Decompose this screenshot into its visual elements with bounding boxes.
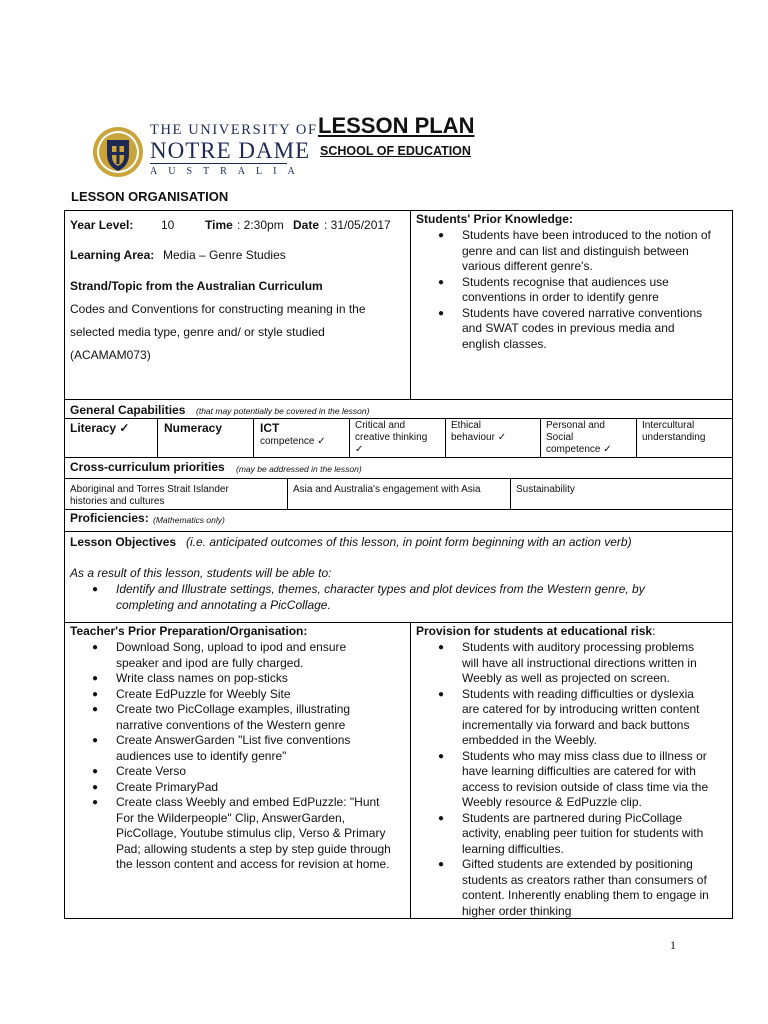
cross-aboriginal-line: histories and cultures [70,496,165,507]
bullet-icon: ● [92,735,99,746]
list-item-line: will have all instructional directions written in [462,655,697,670]
col-divider [540,418,541,458]
list-item-line: Weebly resource & EdPuzzle clip. [462,795,642,809]
capability-ethical-line: behaviour ✓ [451,432,507,443]
list-item [438,274,711,306]
list-item-line: For the Wilderpeople" Clip, AnswerGarden, [116,810,346,825]
list-item-line: incrementally via forward and back buttons [462,717,690,732]
list-item-line: conventions in order to identify genre [462,290,659,304]
bullet-icon: ● [92,704,99,715]
list-item-line: access to revision outside of class time via the [462,779,709,794]
col-divider [287,478,288,509]
col-divider [253,418,254,458]
university-name-line2: NOTRE DAME [150,138,311,163]
bullet-icon: ● [92,584,99,595]
year-level-value: 10 [161,218,175,232]
bullet-icon: ● [438,307,445,319]
list-item-line: are catered for by introducing written content [462,702,700,716]
list-item-line: Pad; allowing students a step by step guide through [116,841,391,856]
list-item [92,779,391,796]
list-item-line: activity, enabling peer tuition for students with [462,826,704,840]
list-item-line: Students with auditory processing problems [462,640,695,654]
capability-ict-sub: competence ✓ [260,436,326,447]
list-item [438,810,709,858]
objectives-heading: Lesson Objectives [70,535,177,549]
col-divider [410,210,411,400]
provision-heading-row [416,624,655,640]
list-item-line: completing and annotating a PicCollage. [116,597,331,612]
list-item-line: Students who may miss class due to illness or [462,748,707,763]
list-item-line: Identify and Illustrate settings, themes, character types and plot devices from the Western genre, by [116,582,645,596]
list-item-line: Create PrimaryPad [116,779,219,794]
row-divider [64,399,733,400]
general-capabilities-heading: General Capabilities [70,403,186,417]
list-item-line: content. Inherently enabling them to engage in [462,888,709,902]
table-border-left [64,210,65,919]
section-heading: LESSON ORGANISATION [71,189,229,204]
cross-curriculum-note: (may be addressed in the lesson) [236,464,362,474]
list-item-line: various different genre's. [462,259,593,273]
strand-line: Codes and Conventions for constructing meaning in the [70,302,366,316]
col-divider [349,418,350,458]
list-item [438,857,709,919]
list-item-line: higher order thinking [462,903,572,918]
list-item-line: students as creators rather than consumers of [462,872,707,887]
list-item [92,582,645,613]
capability-intercultural-line: understanding [642,432,706,443]
capability-critical-line: ✓ [355,444,364,455]
list-item-line: genre and can list and distinguish between [462,243,689,258]
bullet-icon: ● [92,797,99,808]
bullet-icon: ● [92,642,99,653]
time-label: Time [205,218,233,232]
bullet-icon: ● [438,859,445,870]
strand-line: selected media type, genre and/ or style studied [70,325,325,339]
table-border-right [732,210,733,919]
cross-asia: Asia and Australia's engagement with Asia [293,484,481,495]
list-item-line: Create Verso [116,764,187,778]
list-item [438,305,711,353]
proficiencies-note: (Mathematics only) [153,515,225,525]
list-item-line: Write class names on pop-sticks [116,671,288,685]
row-divider [64,457,733,458]
list-item-line: Create AnswerGarden "List five conventions [116,733,351,747]
general-capabilities-note: (that may potentially be covered in the lesson) [196,406,370,416]
learning-area-value: Media – Genre Studies [163,248,286,262]
objectives-note: (i.e. anticipated outcomes of this lesson, in point form beginning with an action verb) [186,535,632,549]
list-item [92,640,391,671]
provision-list [438,640,709,919]
capability-ict: ICT [260,421,280,435]
list-item [438,640,709,687]
strand-label: Strand/Topic from the Australian Curriculum [70,279,323,293]
list-item [92,764,391,780]
provision-heading-colon: : [652,624,656,638]
capability-critical-line: creative thinking [355,432,428,443]
cross-aboriginal-line: Aboriginal and Torres Strait Islander [70,484,229,495]
bullet-icon: ● [438,230,445,241]
list-item-line: learning difficulties. [462,841,564,856]
learning-area-label: Learning Area: [70,248,155,262]
list-item-line: Students have been introduced to the notion of [462,228,711,242]
list-item [92,702,391,733]
capability-personal-line: competence ✓ [546,444,612,455]
page-subtitle: SCHOOL OF EDUCATION [320,144,471,158]
bullet-icon: ● [438,276,445,288]
page-title: LESSON PLAN [318,113,475,138]
list-item [438,748,709,811]
bullet-icon: ● [438,812,445,824]
col-divider [157,418,158,458]
list-item-line: Students with reading difficulties or dyslexia [462,686,694,701]
table-border-top [64,210,733,211]
row-divider [64,622,733,623]
date-value: : 31/05/2017 [324,218,391,232]
list-item [438,686,709,749]
cross-sustainability: Sustainability [516,484,575,495]
prior-knowledge-list [438,228,711,352]
bullet-icon: ● [438,642,445,653]
bullet-icon: ● [92,766,99,777]
list-item-line: embedded in the Weebly. [462,733,597,747]
bullet-icon: ● [438,750,445,762]
year-level-label: Year Level: [70,218,134,232]
date-label: Date [293,218,320,232]
list-item-line: Students have covered narrative conventions [462,305,703,320]
prior-knowledge-heading: Students' Prior Knowledge: [416,212,573,226]
strand-line: (ACAMAM073) [70,348,151,362]
capability-intercultural-line: Intercultural [642,420,695,431]
objectives-list [92,582,645,613]
capability-literacy: Literacy ✓ [70,421,130,435]
list-item-line: Students recognise that audiences use [462,274,669,289]
university-name-line1: THE UNIVERSITY OF [150,122,318,138]
list-item-line: PicCollage, Youtube stimulus clip, Verso & Primary [116,826,386,840]
list-item [92,671,391,687]
list-item-line: Create EdPuzzle for Weebly Site [116,686,291,701]
teacher-prep-list [92,640,391,873]
list-item-line: english classes. [462,336,547,351]
list-item-line: narrative conventions of the Western genre [116,717,346,732]
col-divider [636,418,637,458]
capability-personal-line: Personal and [546,420,605,431]
capability-personal-line: Social [546,432,574,443]
time-value: : 2:30pm [237,218,284,232]
bullet-icon: ● [92,673,99,684]
row-divider [64,531,733,532]
provision-heading: Provision for students at educational risk [416,624,653,638]
teacher-prep-heading: Teacher's Prior Preparation/Organisation: [70,624,308,638]
list-item-line: audiences use to identify genre" [116,748,287,763]
university-crest-icon [92,124,144,180]
list-item [92,686,391,703]
list-item [438,228,711,275]
list-item-line: have learning difficulties are catered for with [462,764,696,778]
bullet-icon: ● [92,781,99,793]
col-divider [410,622,411,919]
proficiencies-heading: Proficiencies: [70,511,149,525]
list-item [92,733,391,764]
row-divider [64,478,733,479]
capability-critical-line: Critical and [355,420,406,431]
bullet-icon: ● [92,688,99,700]
cross-curriculum-heading: Cross-curriculum priorities [70,460,225,474]
capability-numeracy: Numeracy [164,421,223,435]
objectives-intro: As a result of this lesson, students will be able to: [70,566,332,580]
list-item [92,795,391,873]
list-item-line: the lesson content and access for revision at home. [116,857,390,871]
capability-ethical-line: Ethical [451,420,482,431]
list-item-line: Students are partnered during PicCollage [462,810,683,825]
col-divider [445,418,446,458]
list-item-line: and SWAT codes in previous media and [462,321,675,335]
list-item-line: Download Song, upload to ipod and ensure [116,640,347,654]
list-item-line: Weebly as well as projected on screen. [462,671,670,685]
list-item-line: Create two PicCollage examples, illustrating [116,702,351,716]
list-item-line: Create class Weebly and embed EdPuzzle: "Hunt [116,795,380,809]
list-item-line: speaker and ipod are fully charged. [116,655,304,670]
logo-divider [150,163,287,164]
page-number: 1 [670,938,676,952]
list-item-line: Gifted students are extended by positioning [462,857,693,871]
university-name-line3: AUSTRALIA [150,166,306,177]
row-divider [64,509,733,510]
col-divider [510,478,511,509]
bullet-icon: ● [438,688,445,700]
